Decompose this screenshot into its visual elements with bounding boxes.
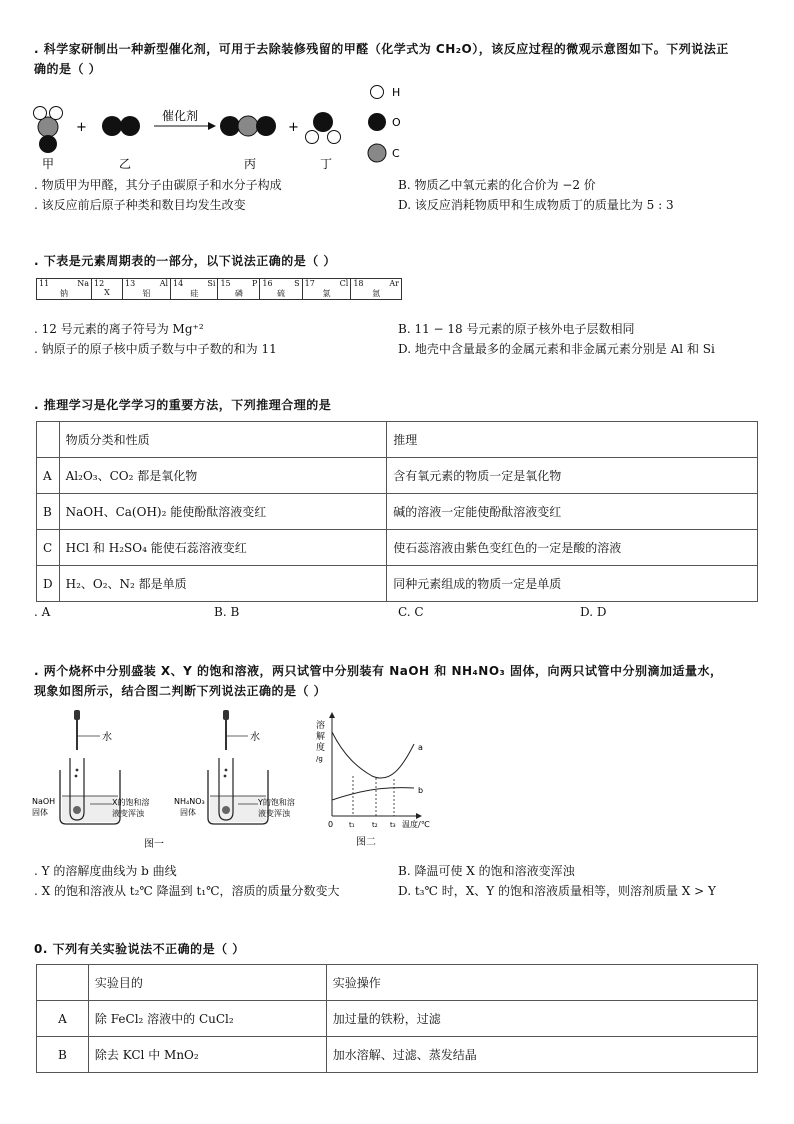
legend-h: H [392, 86, 401, 99]
header-inference: 推理 [387, 422, 758, 458]
fig1-caption: 图一 [144, 839, 164, 850]
molecule-ding [306, 112, 341, 144]
right-solid-label-2: 固体 [180, 808, 196, 817]
curve-a-label: a [418, 743, 423, 752]
plus-1: + [76, 120, 87, 135]
fig2-caption: 图二 [356, 837, 376, 848]
q3-option-c[interactable]: C. C [398, 605, 424, 619]
right-solid-label-1: NH₄NO₃ [174, 797, 205, 806]
q4-figure-1 [30, 706, 310, 852]
label-jia: 甲 [42, 157, 55, 171]
svg-text:解: 解 [316, 732, 326, 742]
atom-legend [368, 86, 401, 163]
table-row: D H₂、O₂、N₂ 都是单质 同种元素组成的物质一定是单质 [37, 566, 758, 602]
q3-option-d[interactable]: D. D [580, 605, 607, 619]
label-yi: 乙 [119, 157, 132, 171]
water-label-left: 水 [102, 732, 112, 743]
q2-option-c[interactable]: . 钠原子的原子核中质子数与中子数的和为 11 [34, 342, 277, 356]
table-row: B 除去 KCl 中 MnO₂ 加水溶解、过滤、蒸发结晶 [37, 1037, 758, 1073]
pt-cell-13: 13 Al 铝 [123, 279, 171, 300]
right-note-1: Y的饱和溶 [258, 798, 295, 807]
table-row: A Al₂O₃、CO₂ 都是氧化物 含有氧元素的物质一定是氧化物 [37, 458, 758, 494]
molecule-yi [102, 116, 140, 136]
q1-option-c[interactable]: . 该反应前后原子种类和数目均发生改变 [34, 198, 246, 212]
table-row: C HCl 和 H₂SO₄ 能使石蕊溶液变红 使石蕊溶液由紫色变红色的一定是酸的溶液 [37, 530, 758, 566]
water-label-right: 水 [250, 732, 260, 743]
q1-option-a[interactable]: . 物质甲为甲醛，其分子由碳原子和水分子构成 [34, 178, 282, 192]
q4-stem-line2: 现象如图所示，结合图二判断下列说法正确的是（ ） [34, 684, 327, 698]
table-row: A 除 FeCl₂ 溶液中的 CuCl₂ 加过量的铁粉，过滤 [37, 1001, 758, 1037]
plus-2: + [288, 120, 299, 135]
right-note-2: 液变浑浊 [258, 809, 290, 818]
tick-t2: t₂ [372, 821, 378, 829]
q4-option-b[interactable]: B. 降温可使 X 的饱和溶液变浑浊 [398, 864, 575, 878]
curve-b-label: b [418, 786, 424, 795]
molecule-bing [220, 116, 276, 136]
q5-stem: 0. 下列有关实验说法不正确的是（ ） [34, 942, 245, 956]
q1-option-d[interactable]: D. 该反应消耗物质甲和生成物质丁的质量比为 5 : 3 [398, 198, 674, 212]
legend-c: C [392, 147, 400, 160]
pt-cell-17: 17 Cl 氯 [302, 279, 351, 300]
q4-option-c[interactable]: . X 的饱和溶液从 t₂℃ 降温到 t₁℃，溶质的质量分数变大 [34, 884, 340, 898]
q3-option-b[interactable]: B. B [214, 605, 240, 619]
pt-cell-15: 15 P 磷 [218, 279, 260, 300]
q5-table [36, 964, 758, 1073]
label-ding: 丁 [320, 157, 333, 171]
pt-cell-16: 16 S 硫 [260, 279, 302, 300]
pt-cell-11: 11 Na 钠 [37, 279, 92, 300]
q3-table [36, 421, 758, 602]
q2-stem: . 下表是元素周期表的一部分，以下说法正确的是（ ） [34, 254, 336, 268]
q3-option-a[interactable]: . A [34, 605, 51, 619]
q1-stem-line2: 确的是（ ） [34, 62, 102, 76]
q2-option-b[interactable]: B. 11 − 18 号元素的原子核外电子层数相同 [398, 322, 635, 336]
q4-option-d[interactable]: D. t₃℃ 时，X、Y 的饱和溶液质量相等，则溶剂质量 X > Y [398, 884, 716, 898]
origin-label: 0 [328, 820, 334, 829]
q2-option-d[interactable]: D. 地壳中含量最多的金属元素和非金属元素分别是 Al 和 Si [398, 342, 715, 356]
header-purpose: 实验目的 [88, 965, 326, 1001]
label-bing: 丙 [244, 157, 257, 171]
tick-t3: t₃ [390, 821, 396, 829]
molecule-jia [34, 107, 63, 154]
q4-option-a[interactable]: . Y 的溶解度曲线为 b 曲线 [34, 864, 177, 878]
header-operation: 实验操作 [326, 965, 757, 1001]
q4-stem-line1: . 两个烧杯中分别盛装 X、Y 的饱和溶液，两只试管中分别装有 NaOH 和 NH₄NO₃ 固体，向两只试管中分别滴加适量水， [34, 664, 723, 678]
left-solid-label-1: NaOH [32, 797, 56, 806]
q2-option-a[interactable]: . 12 号元素的离子符号为 Mg⁺² [34, 322, 204, 336]
curve-b [332, 788, 414, 800]
catalyst-label: 催化剂 [162, 109, 199, 123]
left-note-1: X的饱和溶 [112, 798, 150, 807]
table-header-row [37, 422, 758, 458]
q1-reaction-diagram [30, 82, 430, 172]
left-solid-label-2: 固体 [32, 808, 48, 817]
curve-a [332, 732, 414, 778]
x-axis-label: 温度/℃ [402, 820, 430, 829]
q1-option-b[interactable]: B. 物质乙中氧元素的化合价为 −2 价 [398, 178, 596, 192]
left-note-2: 液变浑浊 [112, 809, 144, 818]
svg-text:溶: 溶 [316, 721, 326, 731]
pt-cell-18: 18 Ar 氩 [351, 279, 402, 300]
table-header-row [37, 965, 758, 1001]
svg-text:/g: /g [316, 755, 323, 763]
q4-figure-2-solubility-chart [310, 706, 450, 852]
svg-text:度: 度 [316, 743, 326, 753]
periodic-table-fragment [36, 278, 402, 300]
pt-cell-12: 12 X [92, 279, 123, 300]
q1-stem-line1: . 科学家研制出一种新型催化剂，可用于去除装修残留的甲醛（化学式为 CH₂O），该反应过程的微观示意图如下。下列说法正 [34, 42, 729, 56]
tick-t1: t₁ [349, 821, 355, 829]
header-property: 物质分类和性质 [59, 422, 387, 458]
legend-o: O [392, 116, 401, 129]
table-row: B NaOH、Ca(OH)₂ 能使酚酞溶液变红 碱的溶液一定能使酚酞溶液变红 [37, 494, 758, 530]
q3-stem: . 推理学习是化学学习的重要方法，下列推理合理的是 [34, 398, 332, 412]
pt-cell-14: 14 Si 硅 [171, 279, 218, 300]
